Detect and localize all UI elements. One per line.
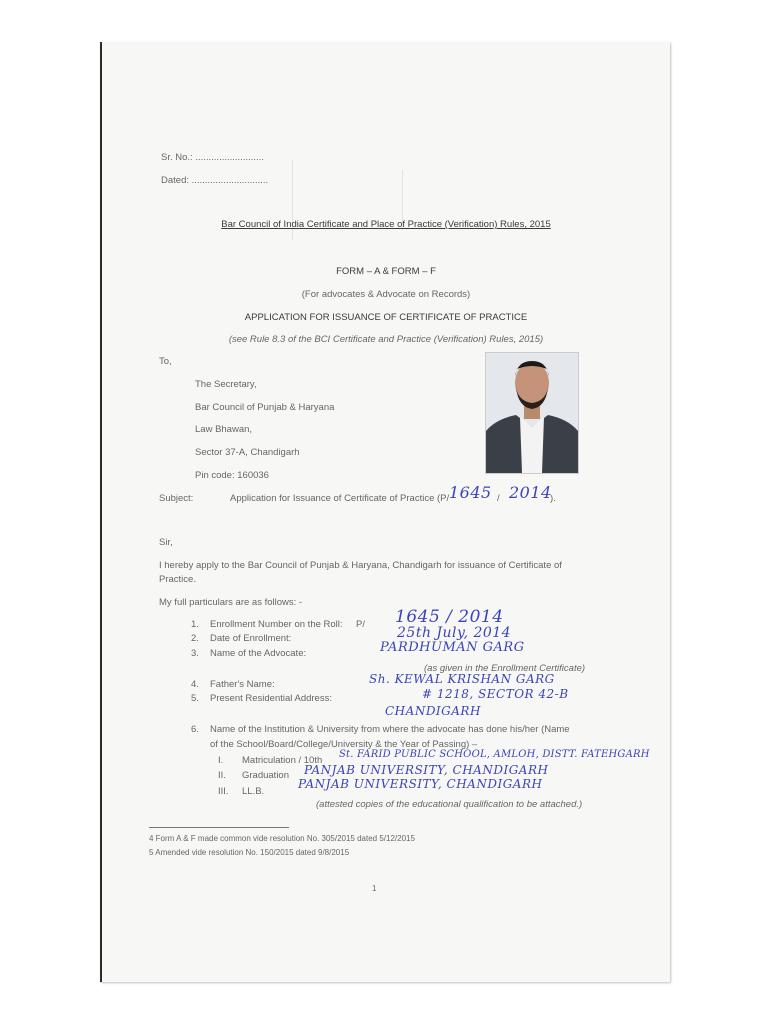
matriculation-label: Matriculation / 10th [242, 755, 323, 766]
rules-title: Bar Council of India Certificate and Place of Practice (Verification) Rules, 2015 [221, 219, 551, 230]
item-number: 3. [191, 648, 199, 659]
handwritten-enrollment-number: 1645 [449, 483, 492, 502]
handwritten-address: # 1218, SECTOR 42-B [422, 687, 569, 701]
handwritten-enrollment-date: 25th July, 2014 [397, 625, 512, 641]
item-number: 1. [191, 619, 199, 630]
applicant-photo [485, 352, 579, 474]
subject-label: Subject: [159, 493, 194, 504]
subject-separator: / [497, 493, 500, 504]
address-line: Law Bhawan, [195, 424, 253, 435]
item-number: 4. [191, 679, 199, 690]
address-line: The Secretary, [195, 379, 257, 390]
sub-item-number: III. [218, 786, 229, 797]
request-paragraph-cont: Practice. [159, 574, 196, 585]
handwritten-llb: PANJAB UNIVERSITY, CHANDIGARH [298, 777, 543, 791]
address-label: Present Residential Address: [210, 693, 332, 704]
application-heading: APPLICATION FOR ISSUANCE OF CERTIFICATE OF PRACTICE [244, 312, 528, 323]
address-line: Sector 37-A, Chandigarh [195, 447, 300, 458]
serial-number: Sr. No.: .......................... [161, 152, 264, 163]
subject-text: Application for Issuance of Certificate of Practice (P/ [230, 493, 450, 504]
advocate-name-label: Name of the Advocate: [210, 648, 307, 659]
handwritten-advocate-name: PARDHUMAN GARG [380, 640, 525, 655]
sub-item-number: I. [218, 755, 224, 766]
item-number: 5. [191, 693, 199, 704]
graduation-label: Graduation [242, 770, 290, 781]
address-line: Bar Council of Punjab & Haryana [195, 402, 335, 413]
handwritten-graduation: PANJAB UNIVERSITY, CHANDIGARH [304, 763, 549, 777]
salutation: Sir, [159, 537, 173, 548]
handwritten-matriculation: St. FARID PUBLIC SCHOOL, AMLOH, DISTT. FATEHGARH [339, 749, 650, 760]
enrollment-number-label: Enrollment Number on the Roll: [210, 619, 343, 630]
dated-field: Dated: ............................. [161, 175, 269, 186]
footnote: 5 Amended vide resolution No. 150/2015 dated 9/8/2015 [149, 848, 350, 857]
institution-label-cont: of the School/Board/College/University & the Year of Passing) – [210, 739, 478, 750]
attested-note: (attested copies of the educational qualification to be attached.) [316, 799, 583, 810]
item-number: 2. [191, 633, 199, 644]
particulars-intro: My full particulars are as follows: - [159, 597, 303, 608]
enrollment-date-label: Date of Enrollment: [210, 633, 292, 644]
footnote-divider [149, 827, 289, 828]
rule-reference: (see Rule 8.3 of the BCI Certificate and Practice (Verification) Rules, 2015) [228, 334, 544, 345]
subject-end: ). [550, 493, 556, 504]
as-given-note: (as given in the Enrollment Certificate) [424, 663, 586, 674]
institution-label: Name of the Institution & University from where the advocate has done his/her (Name [210, 724, 570, 735]
to-label: To, [159, 356, 172, 367]
handwritten-address-city: CHANDIGARH [385, 704, 481, 718]
page-number: 1 [372, 884, 377, 893]
handwritten-enrollment: 1645 / 2014 [395, 607, 504, 627]
sub-item-number: II. [218, 770, 226, 781]
handwritten-enrollment-year: 2014 [509, 483, 552, 502]
address-line: Pin code: 160036 [195, 470, 269, 481]
handwritten-father-name: Sh. KEWAL KRISHAN GARG [369, 672, 555, 686]
father-name-label: Father's Name: [210, 679, 275, 690]
item-number: 6. [191, 724, 199, 735]
application-form-page [100, 42, 670, 982]
form-subtitle: (For advocates & Advocate on Records) [301, 289, 471, 300]
footnote: 4 Form A & F made common vide resolution No. 305/2015 dated 5/12/2015 [149, 834, 415, 843]
request-paragraph: I hereby apply to the Bar Council of Punjab & Haryana, Chandigarh for issuance of Certificate of [159, 560, 562, 571]
form-title: FORM – A & FORM – F [336, 266, 436, 277]
llb-label: LL.B. [242, 786, 265, 797]
enrollment-prefix: P/ [356, 619, 365, 630]
